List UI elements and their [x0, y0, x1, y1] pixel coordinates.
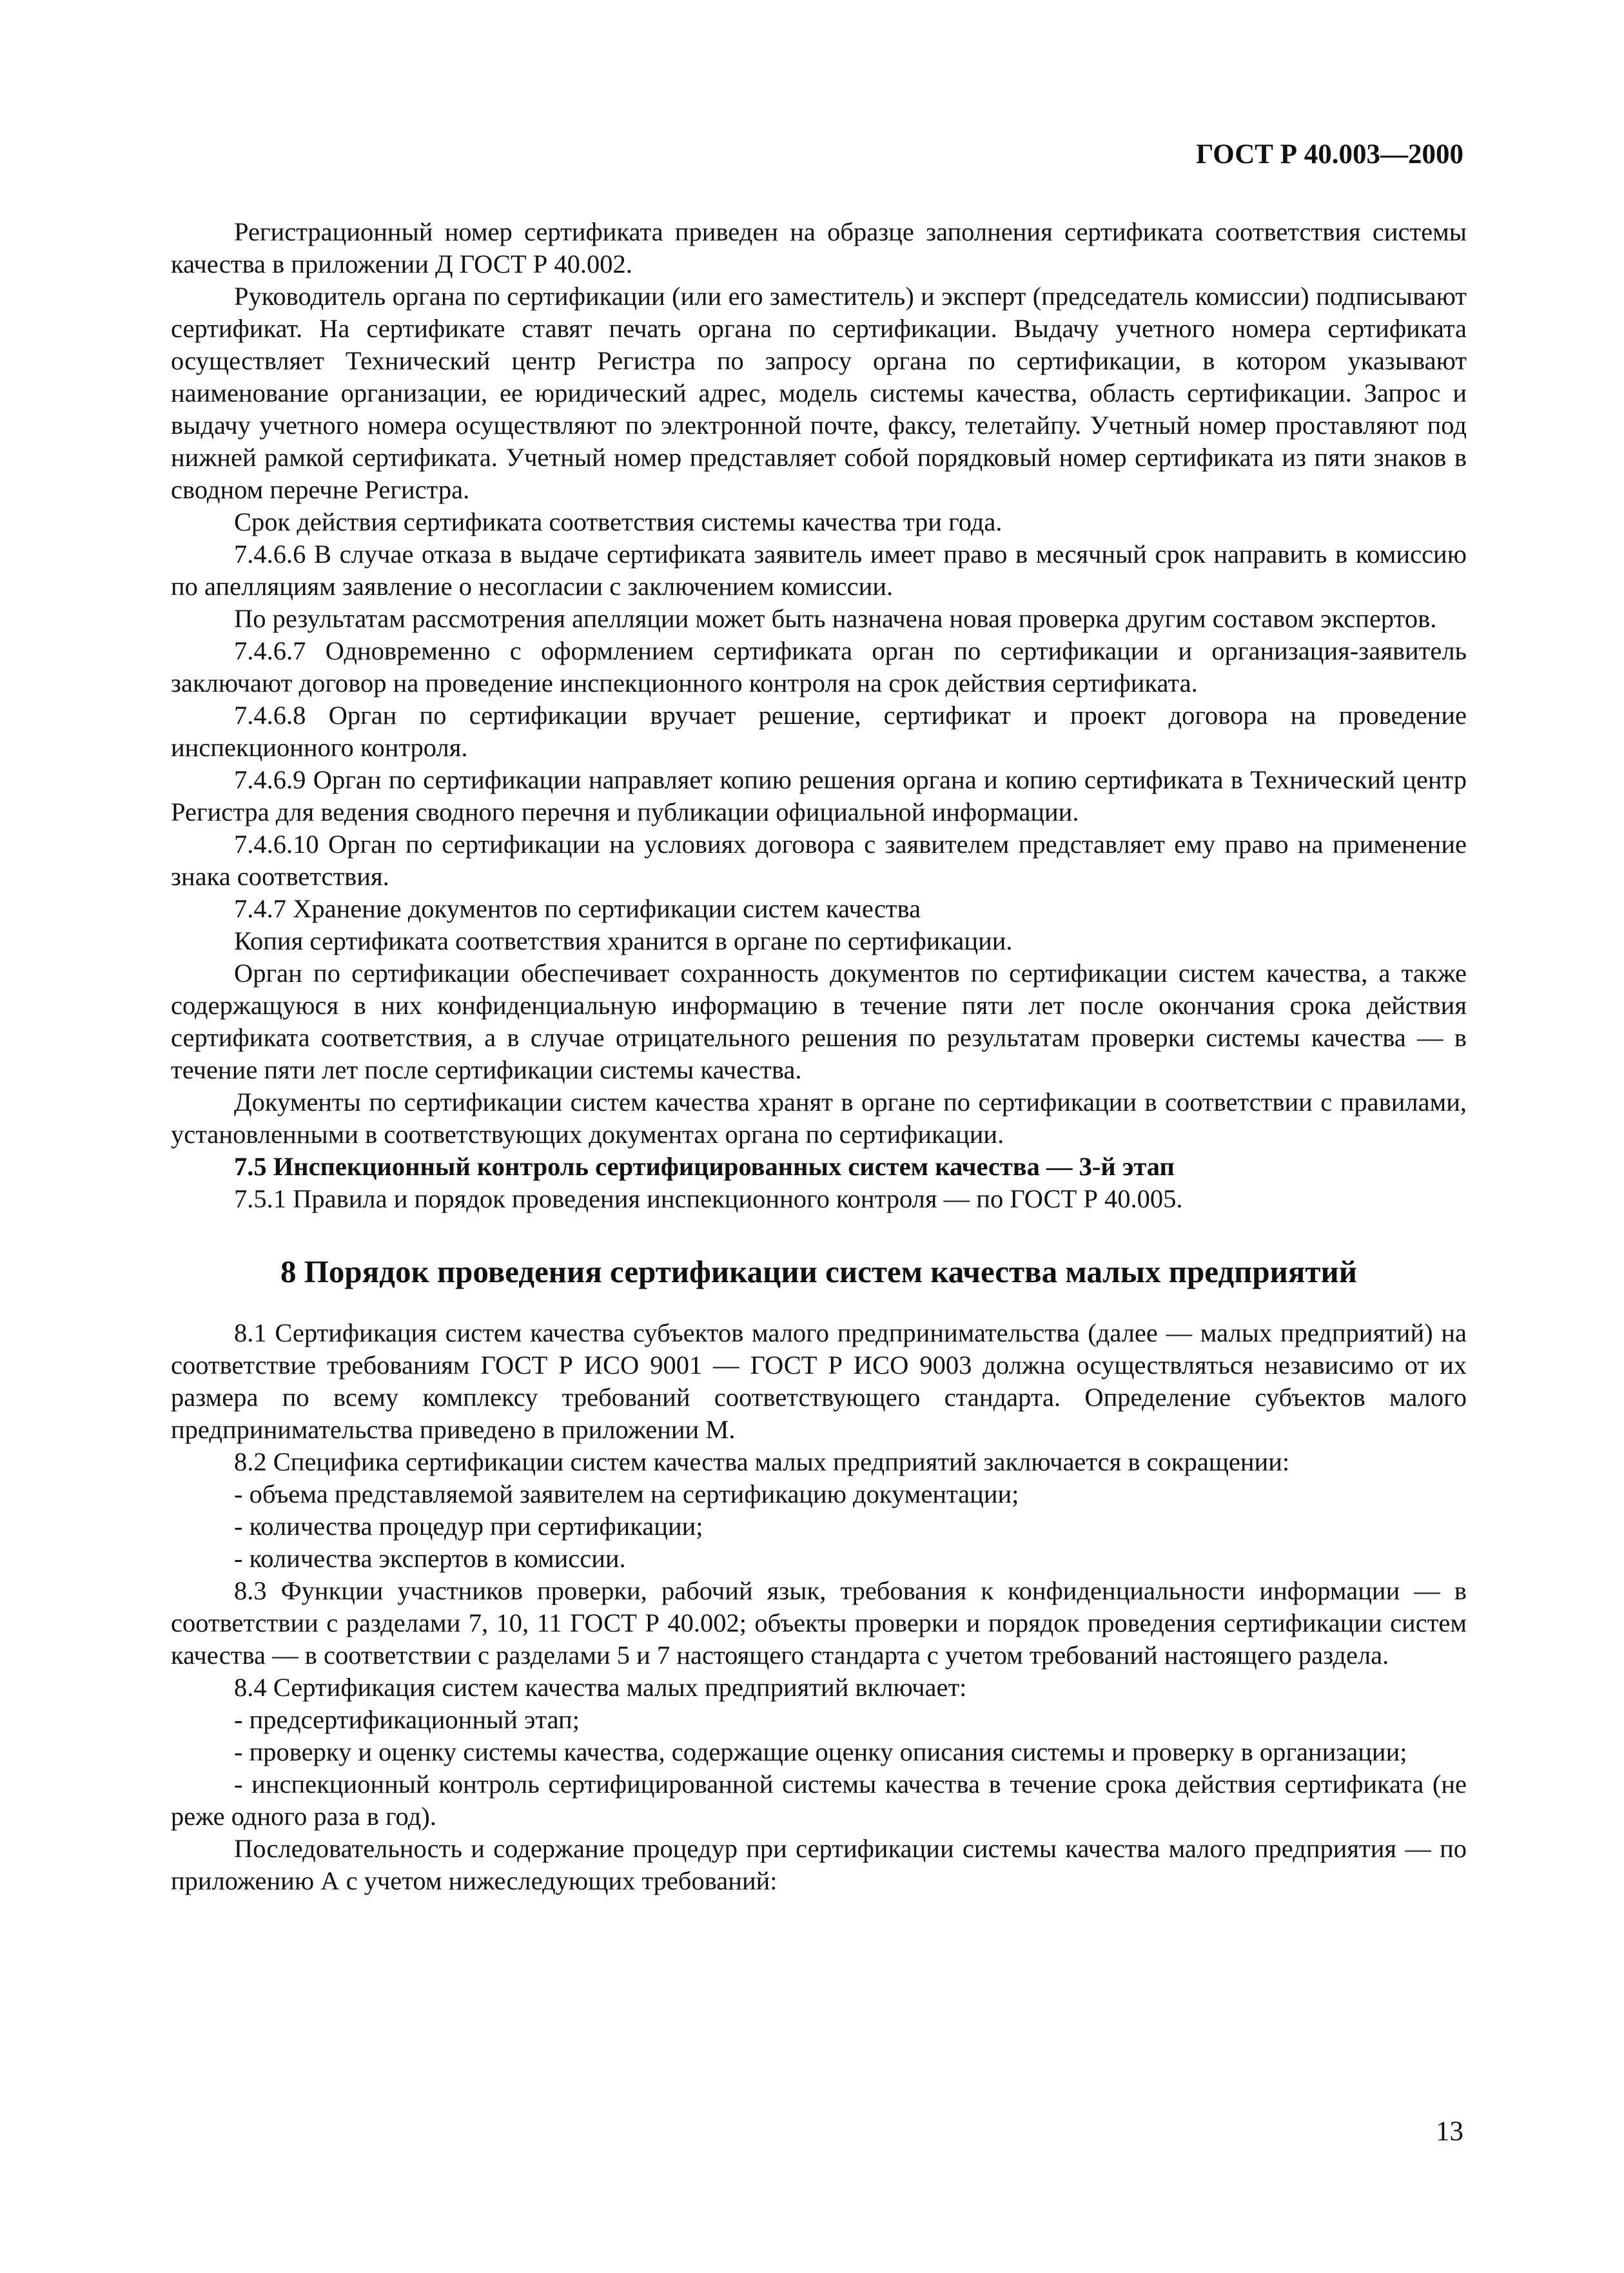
document-code-header: ГОСТ Р 40.003—2000 — [1195, 139, 1463, 170]
paragraph: Последовательность и содержание процедур при сертификации системы качества малого предприятия — по приложению А с учетом нижеследующих требований: — [171, 1834, 1467, 1895]
paragraph: Руководитель органа по сертификации (или его заместитель) и эксперт (председатель комиссии) подписывают сертификат. На сертификате ставят печать органа по сертификации. Выдачу учетного номера сертификата осуществляет Технический центр Регистра по запросу органа по сертификации, в котором указывают наименование организации, ее юридический адрес, модель системы качества, область сертификации. Запрос и выдачу учетного номера осуществляют по электронной почте, факсу, телетайпу. Учетный номер проставляют под нижней рамкой сертификата. Учетный номер представляет собой порядковый номер сертификата из пяти знаков в сводном перечне Регистра. — [171, 282, 1467, 504]
paragraph: 7.4.6.9 Орган по сертификации направляет копию решения органа и копию сертификата в Технический центр Регистра для ведения сводного перечня и публикации официальной информации. — [171, 765, 1467, 826]
paragraph: 7.4.6.8 Орган по сертификации вручает решение, сертификат и проект договора на проведение инспекционного контроля. — [171, 701, 1467, 762]
paragraph: 8.1 Сертификация систем качества субъектов малого предпринимательства (далее — малых предприятий) на соответствие требованиям ГОСТ Р ИСО 9001 — ГОСТ Р ИСО 9003 должна осуществляться независимо от их размера по всему комплексу требований соответствующего стандарта. Определение субъектов малого предпринимательства приведено в приложении М. — [171, 1318, 1467, 1444]
list-item: - предсертификационный этап; — [234, 1705, 580, 1734]
paragraph: Орган по сертификации обеспечивает сохранность документов по сертификации систем качества, а также содержащуюся в них конфиденциальную информацию в течение пяти лет после окончания срока действия сертификата соответствия, а в случае отрицательного решения по результатам проверки системы качества — в течение пяти лет после сертификации системы качества. — [171, 959, 1467, 1084]
paragraph: 7.5.1 Правила и порядок проведения инспекционного контроля — по ГОСТ Р 40.005. — [234, 1184, 1183, 1213]
subsection-heading-7-4-7: 7.4.7 Хранение документов по сертификации систем качества — [234, 894, 921, 923]
paragraph: Копия сертификата соответствия хранится в органе по сертификации. — [234, 926, 1013, 955]
paragraph: Документы по сертификации систем качества хранят в органе по сертификации в соответствии с правилами, установленными в соответствующих документах органа по сертификации. — [171, 1088, 1467, 1149]
paragraph: 8.4 Сертификация систем качества малых предприятий включает: — [234, 1673, 967, 1702]
paragraph: По результатам рассмотрения апелляции может быть назначена новая проверка другим составом экспертов. — [234, 604, 1437, 633]
paragraph: 7.4.6.6 В случае отказа в выдаче сертификата заявитель имеет право в месячный срок направить в комиссию по апелляциям заявление о несогласии с заключением комиссии. — [171, 540, 1467, 601]
page-body — [171, 216, 1467, 1897]
list-item: - количества экспертов в комиссии. — [234, 1544, 626, 1573]
paragraph: Срок действия сертификата соответствия системы качества три года. — [234, 507, 1003, 536]
list-item: - количества процедур при сертификации; — [234, 1512, 703, 1541]
list-item: - инспекционный контроль сертифицированной системы качества в течение срока действия сертификата (не реже одного раза в год). — [171, 1770, 1467, 1831]
paragraph: 8.2 Специфика сертификации систем качества малых предприятий заключается в сокращении: — [234, 1447, 1290, 1476]
section-heading-8: 8 Порядок проведения сертификации систем качества малых предприятий — [280, 1254, 1357, 1289]
paragraph: 7.4.6.10 Орган по сертификации на условиях договора с заявителем представляет ему право на применение знака соответствия. — [171, 830, 1467, 891]
page-number: 13 — [1436, 2116, 1463, 2147]
subsection-heading-7-5: 7.5 Инспекционный контроль сертифицированных систем качества — 3-й этап — [234, 1152, 1175, 1181]
paragraph: 8.3 Функции участников проверки, рабочий язык, требования к конфиденциальности информации — в соответствии с разделами 7, 10, 11 ГОСТ Р 40.002; объекты проверки и порядок проведения сертификации систем качества — в соответствии с разделами 5 и 7 настоящего стандарта с учетом требований настоящего раздела. — [171, 1576, 1467, 1670]
list-item: - объема представляемой заявителем на сертификацию документации; — [234, 1479, 1019, 1508]
paragraph: Регистрационный номер сертификата приведен на образце заполнения сертификата соответствия системы качества в приложении Д ГОСТ Р 40.002. — [171, 217, 1467, 278]
list-item: - проверку и оценку системы качества, содержащие оценку описания системы и проверку в организации; — [234, 1737, 1407, 1766]
paragraph: 7.4.6.7 Одновременно с оформлением сертификата орган по сертификации и организация-заявитель заключают договор на проведение инспекционного контроля на срок действия сертификата. — [171, 636, 1467, 698]
